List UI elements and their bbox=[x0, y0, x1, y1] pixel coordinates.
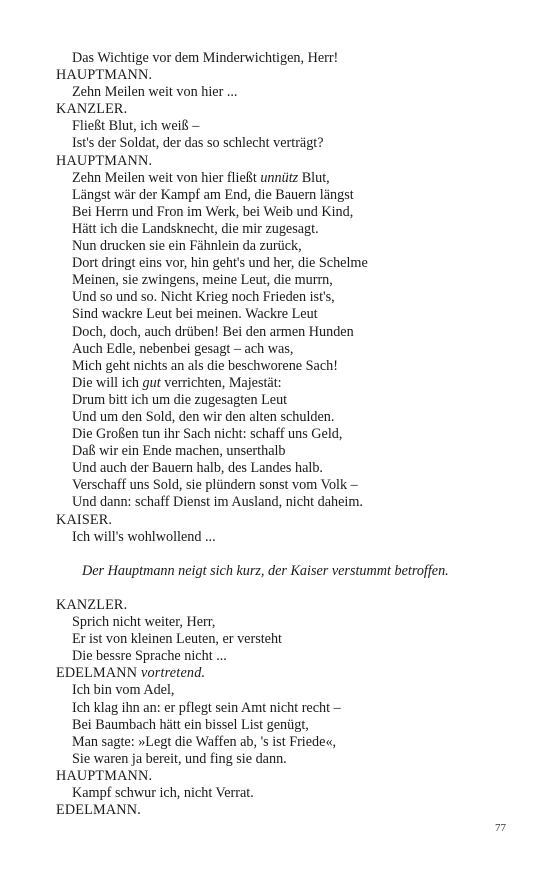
verse-line: Verschaff uns Sold, sie plündern sonst vom Volk – bbox=[72, 477, 358, 494]
page-number: 77 bbox=[495, 822, 506, 834]
play-text bbox=[56, 50, 506, 819]
verse-line: Die Großen tun ihr Sach nicht: schaff uns Geld, bbox=[72, 426, 343, 443]
verse-line: Kampf schwur ich, nicht Verrat. bbox=[72, 785, 254, 802]
stage-direction: Der Hauptmann neigt sich kurz, der Kaiser verstummt betroffen. bbox=[82, 562, 449, 579]
verse-line: Und so und so. Nicht Krieg noch Frieden ist's, bbox=[72, 289, 335, 306]
verse-line bbox=[56, 170, 506, 187]
text-segment: Blut, bbox=[298, 169, 330, 186]
speaker-name: KANZLER. bbox=[56, 597, 128, 613]
verse-line: Die bessre Sprache nicht ... bbox=[72, 648, 227, 665]
verse-line: Sprich nicht weiter, Herr, bbox=[72, 614, 216, 631]
blank-line bbox=[56, 546, 506, 563]
verse-line: Das Wichtige vor dem Minderwichtigen, Herr! bbox=[72, 50, 339, 66]
text-segment: EDELMANN bbox=[56, 665, 141, 682]
verse-line: Auch Edle, nebenbei gesagt – ach was, bbox=[72, 340, 294, 357]
verse-line: Er ist von kleinen Leuten, er versteht bbox=[72, 631, 282, 648]
verse-line: Längst wär der Kampf am End, die Bauern längst bbox=[72, 186, 354, 203]
speaker-name: KAISER. bbox=[56, 511, 113, 528]
speaker-name: HAUPTMANN. bbox=[56, 767, 153, 784]
verse-line: Ich will's wohlwollend ... bbox=[72, 528, 216, 545]
verse-line: Daß wir ein Ende machen, unserthalb bbox=[72, 443, 286, 460]
speaker-name: KANZLER. bbox=[56, 101, 128, 118]
text-segment: Die will ich bbox=[72, 374, 143, 391]
verse-line: Hätt ich die Landsknecht, die mir zugesagt. bbox=[72, 220, 319, 237]
verse-line bbox=[56, 375, 506, 392]
verse-line: Und um den Sold, den wir den alten schulden. bbox=[72, 408, 335, 425]
verse-line: Und dann: schaff Dienst im Ausland, nicht daheim. bbox=[72, 494, 363, 511]
verse-line: Ich klag ihn an: er pflegt sein Amt nicht recht – bbox=[72, 699, 341, 716]
verse-line: Bei Baumbach hätt ein bissel List genügt, bbox=[72, 716, 309, 733]
italic-segment: gut bbox=[142, 374, 161, 391]
verse-line: Man sagte: »Legt die Waffen ab, 's ist Friede«, bbox=[72, 733, 337, 750]
verse-line: Doch, doch, auch drüben! Bei den armen Hunden bbox=[72, 323, 354, 340]
italic-segment: vortretend. bbox=[140, 665, 206, 682]
verse-line: Ich bin vom Adel, bbox=[72, 682, 175, 699]
verse-line: Dort dringt eins vor, hin geht's und her, die Schelme bbox=[72, 255, 368, 272]
verse-line: Sie waren ja bereit, und fing sie dann. bbox=[72, 750, 287, 767]
text-segment: Zehn Meilen weit von hier fließt bbox=[72, 169, 261, 186]
speaker-name: HAUPTMANN. bbox=[56, 152, 153, 169]
italic-segment: unnütz bbox=[260, 169, 299, 186]
speaker-name: EDELMANN. bbox=[56, 802, 141, 819]
verse-line: Ist's der Soldat, der das so schlecht verträgt? bbox=[72, 135, 324, 152]
speaker-name: HAUPTMANN. bbox=[56, 67, 153, 84]
text-segment: verrichten, Majestät: bbox=[160, 374, 282, 391]
verse-line: Nun drucken sie ein Fähnlein da zurück, bbox=[72, 238, 302, 255]
verse-line: Bei Herrn und Fron im Werk, bei Weib und Kind, bbox=[72, 203, 354, 220]
blank-line bbox=[56, 580, 506, 597]
verse-line: Drum bitt ich um die zugesagten Leut bbox=[72, 391, 288, 408]
verse-line: Zehn Meilen weit von hier ... bbox=[72, 84, 238, 101]
verse-line: Mich geht nichts an als die beschworene Sach! bbox=[72, 357, 338, 374]
verse-line: Fließt Blut, ich weiß – bbox=[72, 118, 200, 135]
verse-line: Sind wackre Leut bei meinen. Wackre Leut bbox=[72, 306, 318, 323]
verse-line: Und auch der Bauern halb, des Landes halb. bbox=[72, 460, 323, 477]
speaker-name bbox=[56, 665, 506, 682]
verse-line: Meinen, sie zwingens, meine Leut, die murrn, bbox=[72, 272, 333, 289]
